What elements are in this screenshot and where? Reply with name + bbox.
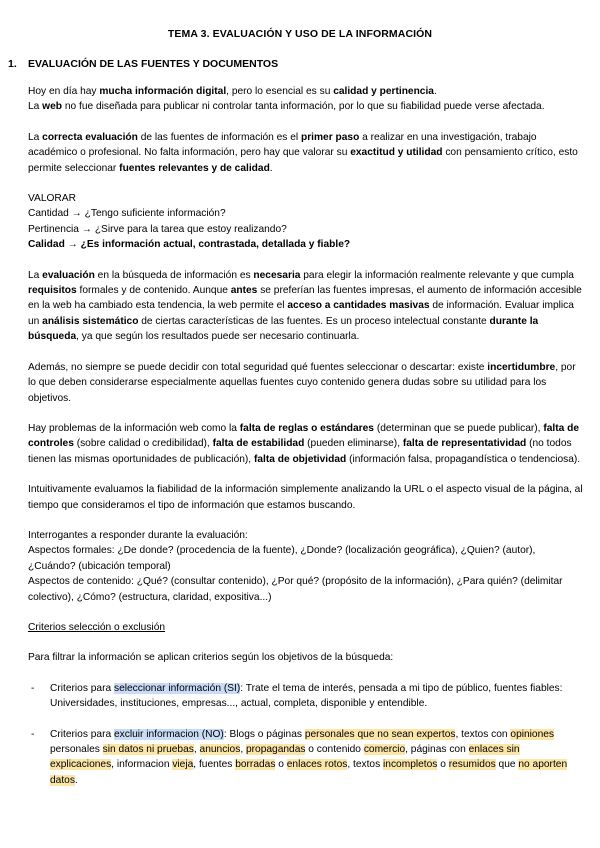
text: , ya que según los resultados puede ser necesario continuarla.	[76, 331, 360, 343]
text: de las fuentes de información es el	[137, 131, 301, 143]
text: o contenido	[305, 744, 364, 755]
criterios-heading	[28, 620, 584, 635]
highlight-yellow: no aporten datos	[50, 759, 568, 786]
text: o	[275, 759, 287, 771]
text: Criterios para	[50, 682, 114, 694]
bold-text: requisitos	[28, 285, 77, 297]
criterios-intro	[28, 650, 584, 665]
text: Para filtrar la información se aplican criterios según los objetivos de la búsqueda:	[28, 652, 394, 664]
valorar-heading: VALORAR	[28, 193, 76, 205]
text: personales	[50, 744, 103, 755]
bold-text: acceso a cantidades masivas	[287, 300, 430, 312]
bold-text: durante la búsqueda	[28, 315, 539, 343]
text: formales y de contenido. Aunque	[76, 285, 231, 297]
paragraph-intuitivamente	[28, 482, 584, 513]
text: a realizar en una investigación, trabajo académico o profesional. No falta información, pero hay que valorar su	[28, 131, 537, 159]
text: en la búsqueda de información es	[94, 269, 254, 281]
section-title: EVALUACIÓN DE LAS FUENTES Y DOCUMENTOS	[28, 58, 279, 70]
paragraph-interrogantes	[28, 528, 584, 605]
highlight-blue: seleccionar información (SI)	[113, 682, 241, 694]
highlight-yellow: sin datos ni pruebas	[102, 744, 194, 755]
document-title: TEMA 3. EVALUACIÓN Y USO DE LA INFORMACIÓN	[167, 28, 433, 40]
criterios-list	[28, 681, 584, 788]
text: de información. Evaluar implica un	[28, 300, 574, 327]
text: La	[28, 131, 43, 143]
valorar-pertinencia: Pertinencia → ¿Sirve para la tarea que estoy realizando?	[28, 223, 287, 235]
text: ,	[240, 744, 246, 755]
text: , textos con	[455, 728, 511, 740]
bold-text: calidad y pertinencia	[333, 86, 434, 97]
list-item-excluir	[28, 727, 584, 789]
highlight-yellow: vieja	[172, 759, 194, 771]
highlight-yellow: anuncios	[199, 744, 241, 755]
text: (pueden eliminarse),	[304, 438, 403, 450]
highlight-yellow: personales que no sean expertos	[304, 728, 456, 740]
bold-text: necesaria	[253, 269, 301, 281]
text: con pensamiento crítico, esto permite seleccionar	[28, 147, 578, 174]
document-body	[28, 84, 584, 803]
text: actual	[240, 698, 269, 710]
highlight-yellow: borradas	[235, 759, 276, 771]
text: ,	[193, 744, 200, 755]
paragraph-busqueda	[28, 268, 584, 345]
interrogantes-intro: Interrogantes a responder durante la evaluación:	[28, 529, 248, 541]
text: ,	[268, 698, 274, 710]
bold-text: mucha información digital	[99, 86, 227, 97]
highlight-yellow: enlaces rotos	[286, 759, 348, 771]
bold-text: fuentes relevantes y de calidad	[119, 162, 270, 174]
text: para elegir la información realmente relevante y que cumpla	[300, 269, 574, 281]
highlight-yellow: propagandas	[245, 744, 306, 755]
highlight-yellow: comercio	[363, 744, 406, 755]
text: no fue diseñada para publicar ni controlar tanta información, por lo que su fiabilidad puede verse afectada.	[62, 101, 545, 113]
text: La	[28, 101, 43, 113]
bold-text: falta de controles	[28, 422, 579, 450]
text: que	[495, 759, 519, 771]
text: .	[269, 162, 273, 174]
text: .	[433, 86, 437, 97]
valorar-block	[28, 191, 584, 253]
text: de ciertas características de las fuentes. Es un proceso intelectual constante	[138, 315, 490, 327]
bold-text: falta de reglas o estándares	[239, 422, 374, 434]
text: , fuentes	[193, 759, 236, 771]
paragraph-evaluacion	[28, 130, 584, 176]
aspectos-contenido: Aspectos de contenido: ¿Qué? (consultar contenido), ¿Por qué? (propósito de la información), ¿Para quién? (delimitar colectivo), ¿Cómo? (estructura, claridad, expositiva...)	[28, 576, 563, 603]
bold-text: evaluación	[42, 269, 95, 281]
text: La	[28, 269, 43, 281]
bold-text: exactitud y utilidad	[350, 147, 443, 159]
section-heading	[8, 58, 278, 70]
text: , textos	[347, 759, 384, 771]
text: , páginas con	[405, 744, 469, 755]
valorar-cantidad: Cantidad → ¿Tengo suficiente información?	[28, 208, 226, 220]
text: , por lo que deben considerarse especialmente aquellas fuentes cuyo contenido genera dudas sobre su utilidad para los objetivos.	[28, 361, 576, 404]
text: (no todos tienen las mismas oportunidades de publicación),	[28, 438, 572, 465]
highlight-yellow: resumidos	[448, 759, 496, 771]
highlight-yellow: opiniones	[510, 728, 555, 740]
bold-text: web	[42, 101, 62, 113]
text: Criterios para	[50, 728, 114, 740]
text: Hoy en día hay	[28, 86, 100, 97]
bold-text: correcta evaluación	[42, 131, 138, 143]
paragraph-problemas	[28, 421, 584, 467]
highlight-blue: excluir informacion (NO)	[113, 728, 224, 740]
text: (sobre calidad o credibilidad),	[73, 438, 213, 450]
text: o	[437, 759, 449, 771]
paragraph-intro	[28, 84, 584, 115]
highlight-yellow: incompletos	[383, 759, 438, 771]
bold-text: incertidumbre	[487, 361, 556, 373]
text: , pero lo esencial es su	[226, 86, 334, 97]
text: ,	[315, 698, 321, 710]
paragraph-incertidumbre	[28, 360, 584, 406]
section-number: 1.	[8, 58, 17, 70]
text: (información falsa, propagandística o tendenciosa).	[346, 453, 581, 465]
text: : Trate el tema de interés, pensada a mi tipo de público, fuentes fiables: Universidades, instituciones, empresas...,	[50, 682, 563, 710]
text: (determinan que se puede publicar),	[373, 422, 544, 434]
underlined-subheading: Criterios selección o exclusión	[28, 621, 166, 633]
text: .	[74, 774, 78, 786]
text: Intuitivamente evaluamos la fiabilidad de la información simplemente analizando la URL o el aspecto visual de la página, al tiempo que consideramos el tipo de información que estamos buscando.	[28, 484, 583, 511]
aspectos-formales: Aspectos formales: ¿De donde? (procedencia de la fuente), ¿Donde? (localización geográfica), ¿Quien? (autor), ¿Cuándo? (ubicación temporal)	[28, 545, 536, 572]
text: , informacion	[111, 759, 173, 771]
text: disponible	[320, 698, 367, 710]
text: Además, no siempre se puede decidir con total seguridad qué fuentes seleccionar o descartar: existe	[28, 361, 488, 373]
bold-text: primer paso	[300, 131, 360, 143]
bold-text: falta de estabilidad	[212, 438, 305, 450]
text: completa	[273, 698, 316, 710]
text: y entendible.	[366, 698, 428, 710]
bold-text: falta de objetividad	[253, 453, 347, 465]
bold-text: falta de representatividad	[402, 438, 527, 450]
text: : Blogs o páginas	[223, 728, 305, 740]
text: se preferían las fuentes impresas, el aumento de información accesible en la web ha cambiado esta tendencia, la web permite el	[28, 285, 582, 312]
valorar-calidad: Calidad → ¿Es información actual, contrastada, detallada y fiable?	[28, 239, 351, 251]
bold-text: antes	[230, 285, 258, 297]
text: Hay problemas de la información web como la	[28, 422, 240, 434]
highlight-yellow: enlaces sin explicaciones	[50, 744, 520, 771]
list-item-seleccionar	[28, 681, 584, 712]
bold-text: análisis sistemático	[42, 315, 139, 327]
